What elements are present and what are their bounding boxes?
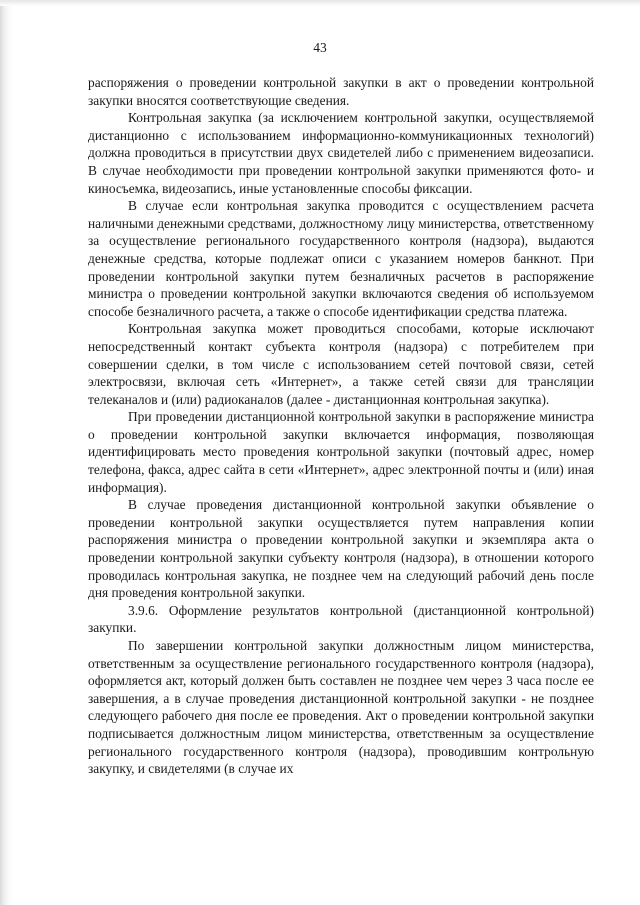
section-heading-3-9-6: 3.9.6. Оформление результатов контрольной (дистанционной контрольной) закупки. [88, 602, 594, 636]
paragraph-remote-info: При проведении дистанционной контрольной закупки в распоряжение министра о проведении контрольной закупки включается информация, позволяющая идентифицировать место проведения контрольной закупки (почтовый адрес, номер телефона, факса, адрес сайта в сети «Интернет», адрес электронной почты и (или) иная информация). [88, 409, 594, 495]
paragraph-cash-payment: В случае если контрольная закупка проводится с осуществлением расчета наличными денежными средствами, должностному лицу министерства, ответственному за осуществление регионального государственного контроля (надзора), выдаются денежные средства, которые подлежат описи с указанием номеров банкнот. При проведении контрольной закупки путем безналичных расчетов в распоряжение министра о проведении контрольной закупки включаются сведения об используемом способе безналичного расчета, а также о способе идентификации средства платежа. [88, 198, 594, 319]
page-number: 43 [313, 40, 327, 55]
paragraph-act-drafting: По завершении контрольной закупки должностным лицом министерства, ответственным за осуществление регионального государственного контроля (надзора), оформляется акт, который должен быть составлен не позднее чем через 3 часа после ее завершения, а в случае проведения дистанционной контрольной закупки - не позднее следующего рабочего дня после ее проведения. Акт о проведении контрольной закупки подписывается должностным лицом министерства, ответственным за осуществление регионального государственного контроля (надзора), проводившим контрольную закупку, и свидетелями (в случае их [88, 638, 594, 777]
paragraph-witnesses: Контрольная закупка (за исключением контрольной закупки, осуществляемой дистанционно с использованием информационно-коммуникационных технологий) должна проводиться в присутствии двух свидетелей либо с применением видеозаписи. В случае необходимости при проведении контрольной закупки применяются фото- и киносъемка, видеозапись, иные установленные способы фиксации. [88, 110, 594, 196]
paragraph-remote-announcement: В случае проведения дистанционной контрольной закупки объявление о проведении контрольной закупки осуществляется путем направления копии распоряжения министра о проведении контрольной закупки и экземпляра акта о проведении контрольной закупки субъекту контроля (надзора), в отношении которого проводилась контрольная закупка, не позднее чем на следующий рабочий день после дня проведения контрольной закупки. [88, 497, 594, 601]
paragraph-remote-methods: Контрольная закупка может проводиться способами, которые исключают непосредственный контакт субъекта контроля (надзора) с потребителем при совершении сделки, в том числе с использованием сетей почтовой связи, сетей электросвязи, включая сеть «Интернет», а также сетей связи для трансляции телеканалов и (или) радиоканалов (далее - дистанционная контрольная закупка). [88, 321, 594, 407]
document-body [88, 74, 594, 778]
scan-shadow-left [0, 0, 14, 905]
scan-shadow-top [0, 0, 640, 6]
paragraph-continuation: распоряжения о проведении контрольной закупки в акт о проведении контрольной закупки вносятся соответствующие сведения. [88, 75, 594, 108]
